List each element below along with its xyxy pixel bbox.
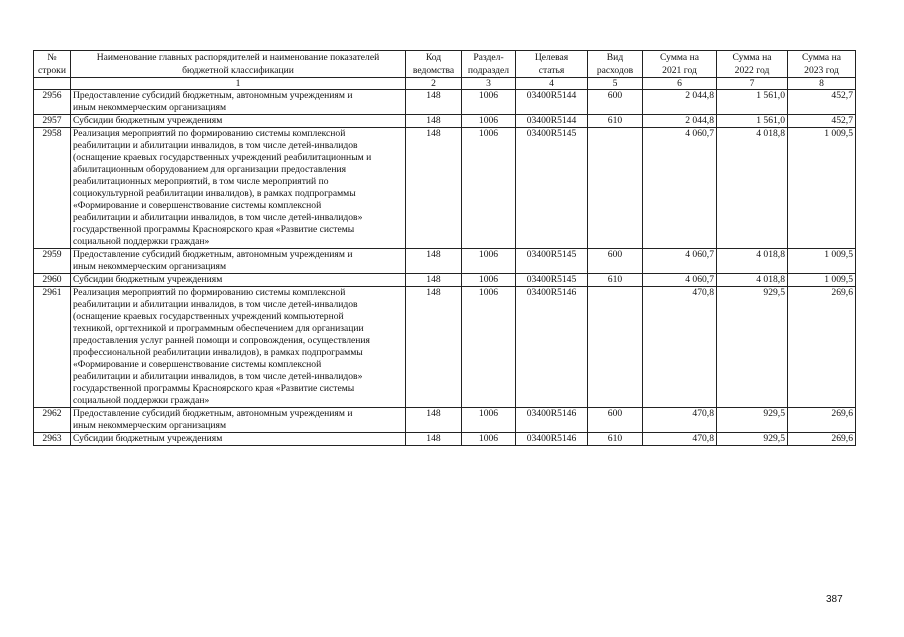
- column-number: 2: [406, 78, 462, 90]
- dept-code: 148: [406, 287, 462, 408]
- target-article: 03400R5144: [516, 115, 588, 128]
- expense-type: [588, 287, 643, 408]
- section-code: 1006: [462, 287, 516, 408]
- row-number: 2959: [34, 249, 71, 274]
- section-code: 1006: [462, 274, 516, 287]
- row-name: Предоставление субсидий бюджетным, автономным учреждениям и иным некоммерческим организациям: [71, 408, 406, 433]
- column-number: 6: [643, 78, 717, 90]
- row-number: 2963: [34, 433, 71, 446]
- header-target-article: Целевая статья: [516, 51, 588, 78]
- dept-code: 148: [406, 408, 462, 433]
- sum-2022: 1 561,0: [717, 115, 788, 128]
- sum-2021: 470,8: [643, 408, 717, 433]
- section-code: 1006: [462, 128, 516, 249]
- sum-2023: 269,6: [788, 287, 856, 408]
- column-number: 5: [588, 78, 643, 90]
- sum-2022: 4 018,8: [717, 249, 788, 274]
- expense-type: 610: [588, 274, 643, 287]
- sum-2021: 470,8: [643, 433, 717, 446]
- section-code: 1006: [462, 115, 516, 128]
- column-number: [34, 78, 71, 90]
- row-name: Субсидии бюджетным учреждениям: [71, 274, 406, 287]
- section-code: 1006: [462, 249, 516, 274]
- sum-2021: 4 060,7: [643, 249, 717, 274]
- sum-2023: 1 009,5: [788, 249, 856, 274]
- column-number-row: [34, 78, 856, 90]
- sum-2021: 2 044,8: [643, 90, 717, 115]
- table-body: [34, 90, 856, 446]
- sum-2022: 4 018,8: [717, 128, 788, 249]
- target-article: 03400R5146: [516, 433, 588, 446]
- sum-2022: 929,5: [717, 433, 788, 446]
- column-number: 3: [462, 78, 516, 90]
- dept-code: 148: [406, 128, 462, 249]
- expense-type: 600: [588, 90, 643, 115]
- dept-code: 148: [406, 115, 462, 128]
- target-article: 03400R5145: [516, 274, 588, 287]
- header-sum-2021: Сумма на 2021 год: [643, 51, 717, 78]
- expense-type: [588, 128, 643, 249]
- sum-2021: 470,8: [643, 287, 717, 408]
- row-name: Субсидии бюджетным учреждениям: [71, 115, 406, 128]
- expense-type: 600: [588, 408, 643, 433]
- section-code: 1006: [462, 433, 516, 446]
- sum-2023: 452,7: [788, 90, 856, 115]
- header-name: Наименование главных распорядителей и наименование показателей бюджетной классификации: [71, 51, 406, 78]
- column-number: 1: [71, 78, 406, 90]
- row-number: 2957: [34, 115, 71, 128]
- section-code: 1006: [462, 90, 516, 115]
- column-number: 4: [516, 78, 588, 90]
- target-article: 03400R5146: [516, 408, 588, 433]
- table-row: [34, 408, 856, 433]
- section-code: 1006: [462, 408, 516, 433]
- row-number: 2961: [34, 287, 71, 408]
- row-number: 2956: [34, 90, 71, 115]
- target-article: 03400R5145: [516, 249, 588, 274]
- dept-code: 148: [406, 433, 462, 446]
- row-name: Реализация мероприятий по формированию системы комплексной реабилитации и абилитации инвалидов, в том числе детей-инвалидов (оснащение краевых государственных учреждений компьютерной техникой, оргтехникой и программным обеспечением для организации предоставления услуг ранней помощи и сопровождения, осуществления профессиональной реабилитации инвалидов), в рамках подпрограммы «Формирование и совершенствование системы комплексной реабилитации и абилитации инвалидов, в том числе детей-инвалидов» государственной программы Красноярского края «Развитие системы социальной поддержки граждан»: [71, 287, 406, 408]
- header-section: Раздел- подраздел: [462, 51, 516, 78]
- sum-2023: 269,6: [788, 408, 856, 433]
- row-name: Предоставление субсидий бюджетным, автономным учреждениям и иным некоммерческим организациям: [71, 90, 406, 115]
- sum-2022: 929,5: [717, 408, 788, 433]
- column-number: 7: [717, 78, 788, 90]
- column-number: 8: [788, 78, 856, 90]
- sum-2021: 2 044,8: [643, 115, 717, 128]
- table-header: [34, 51, 856, 90]
- header-sum-2022: Сумма на 2022 год: [717, 51, 788, 78]
- header-dept-code: Код ведомства: [406, 51, 462, 78]
- sum-2023: 1 009,5: [788, 274, 856, 287]
- row-number: 2960: [34, 274, 71, 287]
- table-row: [34, 287, 856, 408]
- sum-2023: 452,7: [788, 115, 856, 128]
- sum-2023: 269,6: [788, 433, 856, 446]
- target-article: 03400R5145: [516, 128, 588, 249]
- budget-table: [33, 50, 856, 446]
- row-name: Реализация мероприятий по формированию системы комплексной реабилитации и абилитации инвалидов, в том числе детей-инвалидов (оснащение краевых государственных учреждений реабилитационным и абилитационным оборудованием для организации предоставления реабилитационных мероприятий, в том числе мероприятий по социокультурной реабилитации инвалидов), в рамках подпрограммы «Формирование и совершенствование системы комплексной реабилитации и абилитации инвалидов, в том числе детей-инвалидов» государственной программы Красноярского края «Развитие системы социальной поддержки граждан»: [71, 128, 406, 249]
- table-row: [34, 128, 856, 249]
- sum-2022: 929,5: [717, 287, 788, 408]
- row-number: 2962: [34, 408, 71, 433]
- header-sum-2023: Сумма на 2023 год: [788, 51, 856, 78]
- sum-2022: 1 561,0: [717, 90, 788, 115]
- sum-2023: 1 009,5: [788, 128, 856, 249]
- expense-type: 600: [588, 249, 643, 274]
- sum-2022: 4 018,8: [717, 274, 788, 287]
- dept-code: 148: [406, 249, 462, 274]
- table-row: [34, 90, 856, 115]
- expense-type: 610: [588, 115, 643, 128]
- header-expense-type: Вид расходов: [588, 51, 643, 78]
- page-number: 387: [826, 594, 843, 605]
- table-row: [34, 249, 856, 274]
- sum-2021: 4 060,7: [643, 274, 717, 287]
- sum-2021: 4 060,7: [643, 128, 717, 249]
- header-row-number: № строки: [34, 51, 71, 78]
- row-number: 2958: [34, 128, 71, 249]
- dept-code: 148: [406, 274, 462, 287]
- table-row: [34, 115, 856, 128]
- target-article: 03400R5146: [516, 287, 588, 408]
- expense-type: 610: [588, 433, 643, 446]
- dept-code: 148: [406, 90, 462, 115]
- target-article: 03400R5144: [516, 90, 588, 115]
- row-name: Предоставление субсидий бюджетным, автономным учреждениям и иным некоммерческим организациям: [71, 249, 406, 274]
- table-row: [34, 433, 856, 446]
- table-row: [34, 274, 856, 287]
- row-name: Субсидии бюджетным учреждениям: [71, 433, 406, 446]
